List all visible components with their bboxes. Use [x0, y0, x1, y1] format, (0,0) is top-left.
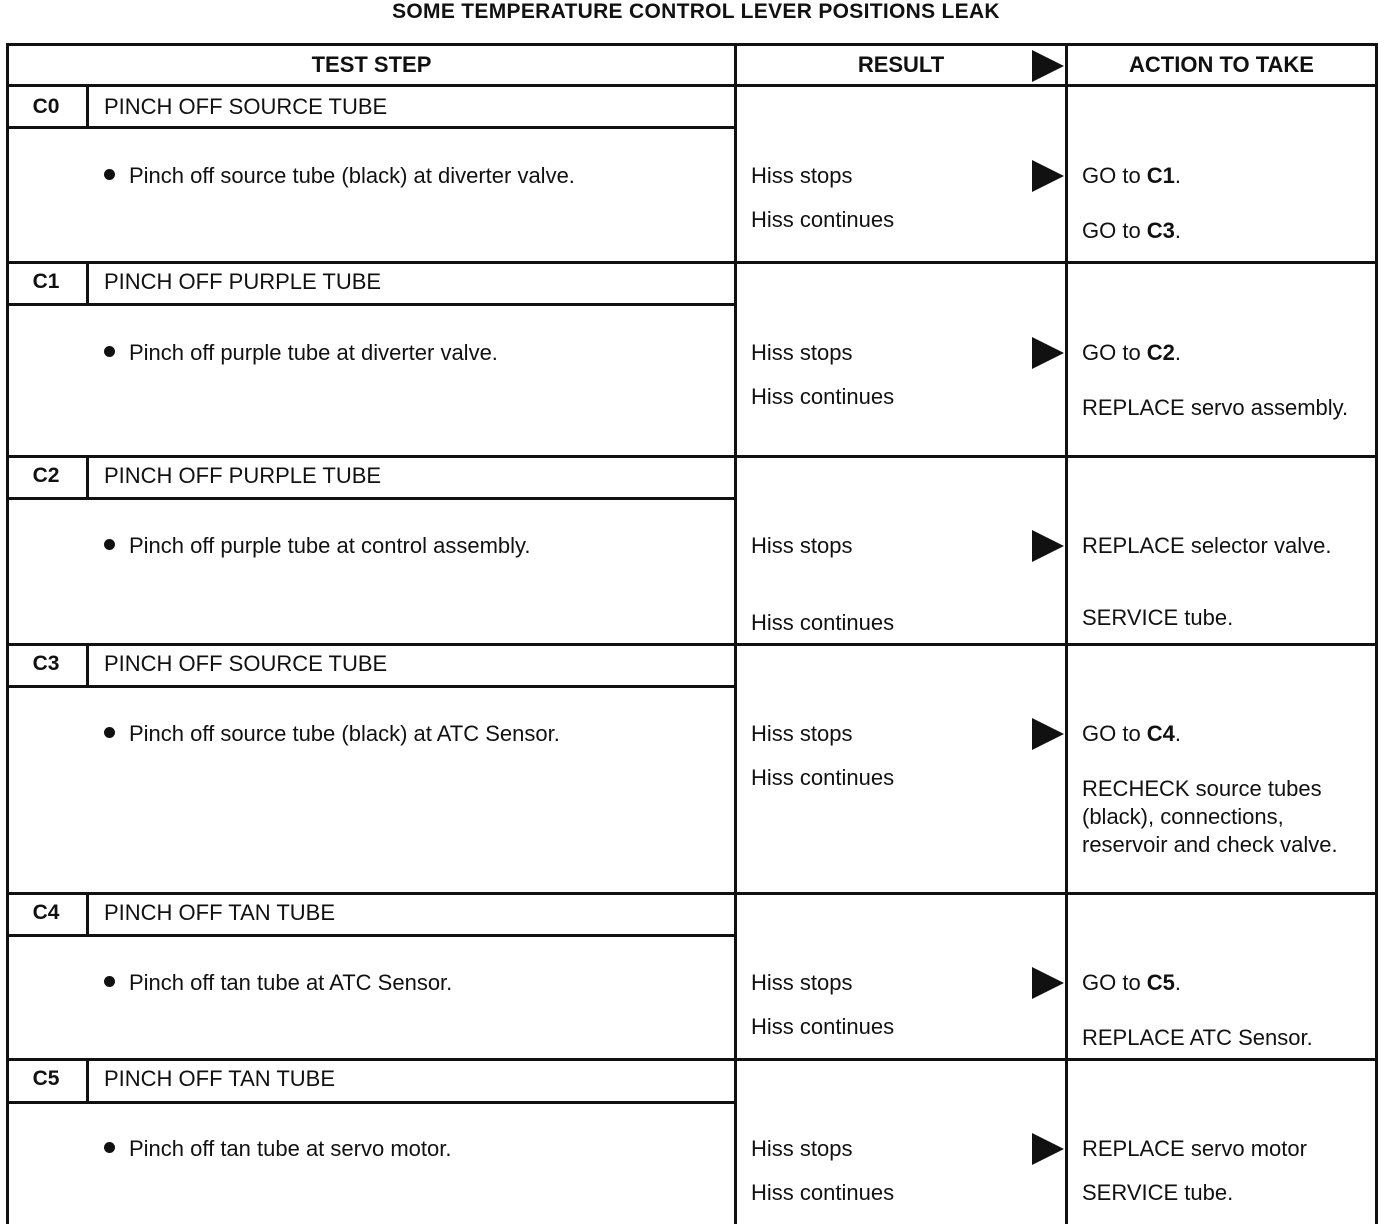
step-code-divider [86, 262, 89, 304]
action-stops-tail: . [1174, 163, 1182, 188]
result-arrow-icon [1032, 530, 1064, 562]
step-heading-underline [6, 126, 736, 129]
step-code: C0 [32, 95, 60, 118]
bullet-icon [104, 976, 115, 987]
step-instruction-text: Pinch off purple tube at diverter valve. [129, 340, 498, 365]
action-stops [1082, 969, 1362, 997]
action-stops-ref: C5 [1146, 970, 1175, 995]
action-continues [1082, 394, 1362, 422]
header-arrow-icon [1032, 50, 1064, 82]
table-left-border [6, 43, 9, 1224]
action-continues [1082, 604, 1362, 632]
step-heading-underline [6, 934, 736, 937]
action-stops-text: GO to [1082, 340, 1147, 365]
action-continues [1082, 1024, 1362, 1052]
action-stops-text: GO to [1082, 970, 1147, 995]
result-stops: Hiss stops [751, 721, 853, 746]
action-continues-text: SERVICE tube. [1082, 1180, 1234, 1205]
step-heading: PINCH OFF SOURCE TUBE [104, 94, 388, 119]
step-code-divider [86, 87, 89, 127]
action-stops-tail: . [1174, 970, 1182, 995]
step-code-divider [86, 893, 89, 935]
step-instruction-text: Pinch off source tube (black) at ATC Sensor. [129, 721, 560, 746]
step-code: C4 [32, 901, 60, 924]
action-stops [1082, 339, 1362, 367]
step-instruction [104, 532, 531, 560]
action-continues-text: RECHECK source tubes (black), connections, reservoir and check valve. [1082, 776, 1338, 857]
result-continues: Hiss continues [751, 384, 895, 409]
bullet-icon [104, 346, 115, 357]
result-arrow-icon [1032, 967, 1064, 999]
action-stops [1082, 162, 1362, 190]
result-continues: Hiss continues [751, 765, 895, 790]
step-instruction-text: Pinch off tan tube at servo motor. [129, 1136, 452, 1161]
action-stops-tail: . [1174, 721, 1182, 746]
bullet-icon [104, 727, 115, 738]
row-divider [6, 455, 1378, 458]
result-continues: Hiss continues [751, 1014, 895, 1039]
row-divider [6, 643, 1378, 646]
step-heading-underline [6, 1101, 736, 1104]
result-arrow-icon [1032, 160, 1064, 192]
action-continues-text: REPLACE ATC Sensor. [1082, 1025, 1313, 1050]
action-stops-ref: C2 [1146, 340, 1175, 365]
action-stops-tail: . [1174, 340, 1182, 365]
header-test-step: TEST STEP [311, 52, 432, 77]
column-divider-result [734, 43, 737, 1224]
step-instruction [104, 339, 498, 367]
step-code-divider [86, 1059, 89, 1102]
result-arrow-icon [1032, 718, 1064, 750]
row-divider [6, 892, 1378, 895]
action-stops [1082, 532, 1362, 560]
action-stops-ref: C4 [1146, 721, 1175, 746]
step-heading-underline [6, 303, 736, 306]
step-code: C2 [32, 464, 60, 487]
action-stops-ref: C1 [1146, 163, 1175, 188]
header-action: ACTION TO TAKE [1129, 52, 1314, 77]
bullet-icon [104, 169, 115, 180]
step-instruction-text: Pinch off purple tube at control assembly. [129, 533, 531, 558]
row-divider [6, 1058, 1378, 1061]
action-continues-tail: . [1174, 218, 1182, 243]
action-continues-text: GO to [1082, 218, 1147, 243]
page-title: SOME TEMPERATURE CONTROL LEVER POSITIONS LEAK [392, 0, 1000, 23]
action-stops-text: GO to [1082, 721, 1147, 746]
table-right-border [1375, 43, 1378, 1224]
step-instruction [104, 720, 560, 748]
action-stops [1082, 720, 1362, 748]
action-continues [1082, 1179, 1362, 1207]
header-result: RESULT [857, 52, 945, 77]
step-heading-underline [6, 497, 736, 500]
step-code: C5 [32, 1067, 60, 1090]
result-continues: Hiss continues [751, 610, 895, 635]
step-heading: PINCH OFF SOURCE TUBE [104, 651, 388, 676]
action-stops-text: GO to [1082, 163, 1147, 188]
step-code-divider [86, 644, 89, 686]
step-instruction-text: Pinch off tan tube at ATC Sensor. [129, 970, 453, 995]
bullet-icon [104, 539, 115, 550]
step-heading: PINCH OFF TAN TUBE [104, 900, 336, 925]
action-stops-text: REPLACE selector valve. [1082, 533, 1332, 558]
step-heading: PINCH OFF PURPLE TUBE [104, 269, 382, 294]
row-divider [6, 261, 1378, 264]
step-instruction [104, 1135, 451, 1163]
action-continues-ref: C3 [1146, 218, 1175, 243]
result-stops: Hiss stops [751, 340, 853, 365]
step-instruction [104, 162, 575, 190]
action-stops [1082, 1135, 1362, 1163]
action-continues-text: REPLACE servo assembly. [1082, 395, 1349, 420]
action-continues [1082, 775, 1362, 859]
step-heading: PINCH OFF TAN TUBE [104, 1066, 336, 1091]
table-top-border [6, 43, 1378, 46]
result-continues: Hiss continues [751, 207, 895, 232]
step-heading-underline [6, 685, 736, 688]
step-instruction [104, 969, 452, 997]
action-stops-text: REPLACE servo motor [1082, 1136, 1307, 1161]
header-bottom-border [6, 84, 1378, 87]
step-code: C1 [32, 270, 60, 293]
action-continues-text: SERVICE tube. [1082, 605, 1234, 630]
column-divider-action [1065, 43, 1068, 1224]
step-instruction-text: Pinch off source tube (black) at diverter valve. [129, 163, 575, 188]
result-stops: Hiss stops [751, 970, 853, 995]
result-arrow-icon [1032, 1133, 1064, 1165]
step-code: C3 [32, 652, 60, 675]
result-stops: Hiss stops [751, 1136, 853, 1161]
result-stops: Hiss stops [751, 163, 853, 188]
result-continues: Hiss continues [751, 1180, 895, 1205]
result-stops: Hiss stops [751, 533, 853, 558]
step-code-divider [86, 456, 89, 498]
step-heading: PINCH OFF PURPLE TUBE [104, 463, 382, 488]
result-arrow-icon [1032, 337, 1064, 369]
bullet-icon [104, 1142, 115, 1153]
action-continues [1082, 217, 1362, 245]
